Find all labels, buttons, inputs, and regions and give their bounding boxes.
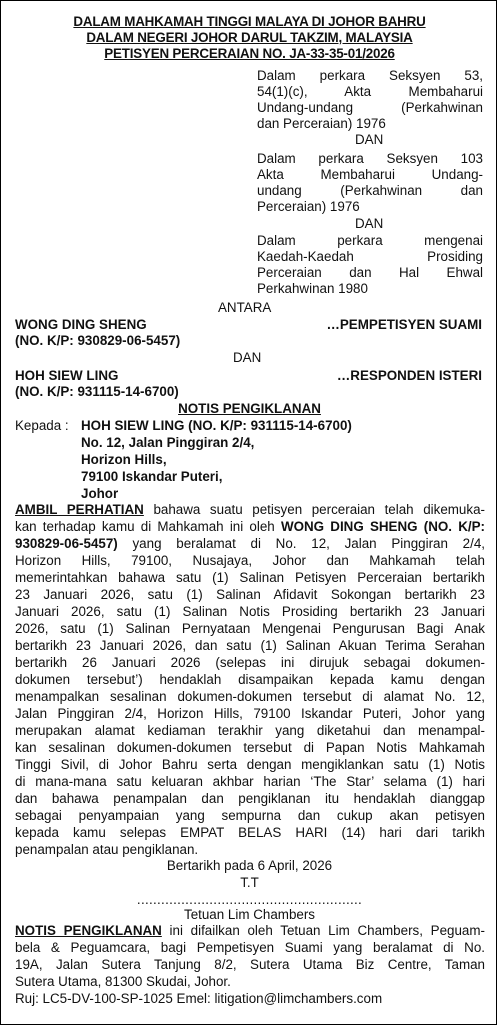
respondent-role: …RESPONDEN ISTERI [336, 368, 482, 383]
dan-separator: DAN [355, 132, 384, 147]
footer-line: 19A, Jalan Sutera Tanjung 8/2, Sutera Utama Biz Centre, Taman [15, 957, 485, 972]
body-line: 23 Januari 2026, satu (1) Salinan Afidavit Sokongan bertarikh 23 [15, 587, 485, 602]
body-line: 930829-06-5457) yang beralamat di No. 12, Jalan Pinggiran 2/4, [15, 536, 485, 551]
body-line: sebagai penyampaian yang sempurna dan cukup akan petisyen [15, 808, 485, 823]
addressee-line: Johor [81, 486, 119, 501]
body-line: memerintahkan bahawa satu (1) Salinan Petisyen Perceraian bertarikh [15, 570, 485, 585]
notice-title: NOTIS PENGIKLANAN [178, 401, 321, 416]
respondent-ic: (NO. K/P: 931115-14-6700) [15, 384, 179, 399]
body-line: kepada kamu selepas EMPAT BELAS HARI (14) hari dari tarikh [15, 825, 485, 840]
respondent-name: HOH SIEW LING [15, 368, 119, 383]
footer-line: NOTIS PENGIKLANAN ini difailkan oleh Tetuan Lim Chambers, Peguam- [15, 923, 485, 938]
body-lead: AMBIL PERHATIAN [15, 502, 144, 517]
addressee-line: Horizon Hills, [81, 452, 167, 467]
matter-line: undang (Perkahwinan dan [257, 183, 483, 198]
dated-line: Bertarikh pada 6 April, 2026 [166, 858, 333, 873]
body-line: dokumen tersebut’) hendaklah disampaikan kepada kamu dengan [15, 672, 485, 687]
body-line: bertarikh 26 Januari 2026 (selepas ini dirujuk sebagai dokumen- [15, 655, 485, 670]
antara-label: ANTARA [218, 300, 272, 315]
signature-dots: ........................................................ [136, 892, 363, 907]
reference-email: Ruj: LC5-DV-100-SP-1025 Emel: litigation@limchambers.com [15, 991, 383, 1006]
kepada-label: Kepada : [15, 418, 69, 433]
body-line: dan bahawa penampalan dan pengiklanan itu hendaklah dianggap [15, 791, 485, 806]
matter-line: Perceraian) 1976 [257, 199, 360, 214]
signature-tt: T.T [240, 875, 259, 890]
petition-number: PETISYEN PERCERAIAN NO. JA-33-35-01/2026 [104, 46, 395, 61]
petitioner-ic: (NO. K/P: 930829-06-5457) [15, 333, 181, 348]
footer-lead: NOTIS PENGIKLANAN [15, 923, 162, 938]
body-line: kan terhadap kamu di Mahkamah ini oleh WONG DING SHENG (NO. K/P: [15, 519, 485, 534]
petitioner-name: WONG DING SHENG [15, 317, 147, 332]
petitioner-role: …PEMPETISYEN SUAMI [326, 317, 482, 332]
footer-line: bela & Peguamcara, bagi Pempetisyen Suami yang beralamat di No. [15, 940, 485, 955]
court-line-1: DALAM MAHKAMAH TINGGI MALAYA DI JOHOR BAHRU [73, 14, 426, 29]
body-line: Jalan Pinggiran 2/4, Horizon Hills, 79100 Iskandar Puteri, Johor yang [15, 706, 485, 721]
addressee-line: 79100 Iskandar Puteri, [81, 469, 223, 484]
matter-line: Akta Membaharui Undang- [257, 167, 483, 182]
body-line: Tinggi Sivil, di Johor Bahru serta dengan mengiklankan satu (1) Notis [15, 757, 485, 772]
body-line: di mana-mana satu keluaran akhbar harian ‘The Star’ selama (1) hari [15, 774, 485, 789]
matter-line: Perceraian dan Hal Ehwal [257, 265, 483, 280]
body-line: merupakan alamat kediaman terakhir yang diketahui dan menampal- [15, 723, 485, 738]
matter-line: dan Perceraian) 1976 [257, 116, 386, 131]
matter-line: Dalam perkara Seksyen 103 [257, 151, 483, 166]
body-line: penampalan atau pengiklanan. [15, 842, 199, 857]
body-line: bertarikh 23 Januari 2026, dan satu (1) Salinan Akuan Terima Serahan [15, 638, 485, 653]
body-line: kan sesalinan dokumen-dokumen tersebut di Papan Notis Mahkamah [15, 740, 485, 755]
firm-name: Tetuan Lim Chambers [184, 907, 315, 922]
footer-line: Sutera Utama, 81300 Skudai, Johor. [15, 974, 231, 989]
matter-line: Dalam perkara mengenai [257, 233, 483, 248]
dan-separator: DAN [233, 350, 262, 365]
court-line-2: DALAM NEGERI JOHOR DARUL TAKZIM, MALAYSIA [86, 30, 413, 45]
body-line: AMBIL PERHATIAN bahawa suatu petisyen perceraian telah dikemuka- [15, 502, 485, 517]
matter-line: Perkahwinan 1980 [257, 281, 368, 296]
body-line: menampalkan sesalinan dokumen-dokumen tersebut di alamat No. 12, [15, 689, 485, 704]
addressee-line: No. 12, Jalan Pinggiran 2/4, [81, 435, 255, 450]
matter-line: Kaedah-Kaedah Prosiding [257, 249, 483, 264]
body-line: Horizon Hills, 79100, Nusajaya, Johor dan Mahkamah telah [15, 553, 485, 568]
body-line: Januari 2026, satu (1) Salinan Notis Prosiding bertarikh 23 Januari [15, 604, 485, 619]
matter-line: Undang-undang (Perkahwinan [257, 100, 483, 115]
matter-line: 54(1)(c), Akta Membaharui [257, 84, 483, 99]
petitioner-bold: WONG DING SHENG (NO. K/P: [280, 519, 485, 534]
dan-separator: DAN [355, 216, 384, 231]
matter-line: Dalam perkara Seksyen 53, [257, 68, 483, 83]
addressee-line: HOH SIEW LING (NO. K/P: 931115-14-6700) [81, 418, 352, 433]
body-line: 2026, satu (1) Salinan Pernyataan Mengenai Pengurusan Bagi Anak [15, 621, 485, 636]
